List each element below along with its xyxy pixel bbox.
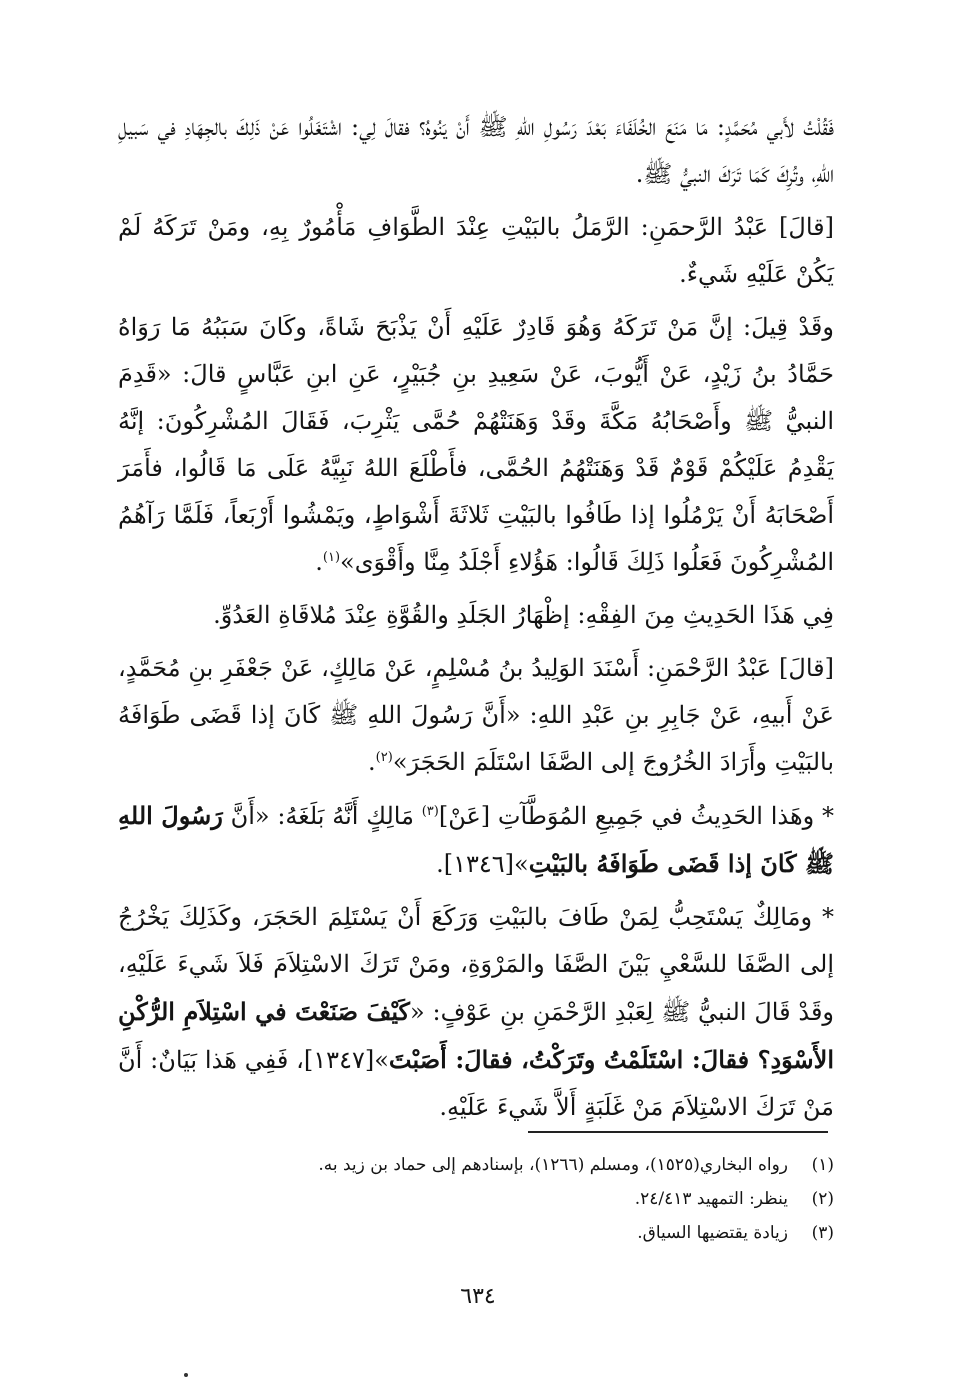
paragraph	[118, 894, 834, 1131]
text-run: فَقُلْتُ لأَبي مُحَمَّدٍ: مَا مَنَعَ الخُلَفَاءَ بَعْدَ رَسُولِ اللهِ ﷺ أَنْ يَنُوهُ؟ فقالَ لِي: اشْتَغَلُوا عَنْ ذَلِكَ بالجِهَادِ في سَبيلِ اللهِ، وتُرِكَ كَمَا تَرَكَ النبيُّ ﷺ.	[118, 113, 834, 188]
paragraph	[118, 592, 834, 639]
paragraph	[118, 204, 834, 298]
page-number: ٦٣٤	[460, 1284, 496, 1309]
bold-text: كَيْفَ صَنَعْتَ في اسْتِلاَمِ الرُّكْنِ الأَسْوَدِ؟ فقالَ: اسْتَلَمْتُ وتَرَكْتُ، فقالَ: أَصَبْتَ	[118, 997, 834, 1074]
footnote	[118, 1148, 834, 1182]
footnote-marker: (٣)	[421, 804, 439, 819]
text-run: * ومَالِكٌ يَسْتَحِبُّ لِمَنْ طَافَ بالبَيْتِ وَرَكَعَ أَنْ يَسْتَلِمَ الحَجَرَ، وكَذَلِكَ يَخْرُجُ إلى الصَّفَا للسَّعْيِ بَيْنَ الصَّفَا والمَرْوَةِ، ومَنْ تَرَكَ الاسْتِلاَمَ فَلاَ شَيءَ عَلَيْهِ، وقَدْ قَالَ النبيُّ ﷺ لِعَبْدِ الرَّحْمَنِ بنِ عَوْفٍ: «	[118, 903, 835, 1026]
footnote	[118, 1182, 834, 1216]
page-body	[118, 104, 834, 1137]
paragraph	[118, 645, 834, 786]
text-run: [قالَ] عَبْدُ الرَّحْمَنِ: أَسْنَدَ الوَلِيدُ بنُ مُسْلِمٍ، عَنْ مَالِكٍ، عَنْ جَعْفَرِ بنِ مُحَمَّدٍ، عَنْ أَبيهِ، عَنْ جَابِرِ بنِ عَبْدِ اللهِ: «أَنَّ رَسُولَ اللهِ ﷺ كَانَ إذا قَضَى طَوَافَهُ بالبَيْتِ وأَرَادَ الخُرُوجَ إلى الصَّفَا اسْتَلَمَ الحَجَرَ»	[118, 654, 834, 776]
text-run: »[١٣٤٦].	[436, 850, 529, 878]
text-run: وقَدْ قِيلَ: إنَّ مَنْ تَرَكَهُ وَهُوَ قَادِرٌ عَلَيْهِ أَنْ يَذْبَحَ شَاةً، وكَانَ سَبَبُهُ مَا رَوَاهُ حَمَّادُ بنُ زَيْدٍ، عَنْ أَيُّوبَ، عَنْ سَعِيدِ بنِ جُبَيْرٍ، عَنِ ابنِ عَبَّاسٍ قالَ: «قَدِمَ النبيُّ ﷺ وأَصْحَابُهُ مَكَّةَ وقَدْ وَهَنَتْهُمْ حُمَّى يَثْرِبَ، فَقَالَ المُشْرِكُونَ: إنَّهُ يَقْدِمُ عَلَيْكُمْ قَوْمٌ قَدْ وَهَنَتْهُمُ الحُمَّى، فأَطْلَعَ اللهُ نَبِيَّهُ عَلَى مَا قَالُوا، فأَمَرَ أَصْحَابَهُ أَنْ يَرْمُلُوا إذا طَافُوا بالبَيْتِ ثَلاثَةَ أَشْوَاطٍ، ويَمْشُوا أَرْبَعاً، فَلَمَّا رَآهُمُ المُشْرِكُونَ فَعَلُوا ذَلِكَ قَالُوا: هَؤُلاءِ أَجْلَدُ مِنَّا وأَقْوَى»	[118, 313, 835, 576]
text-run: »[١٣٤٧]، فَفِي هَذا بَيَانٌ: أَنَّ مَنْ تَرَكَ الاسْتِلاَمَ مَنْ غَلَبَةٍ أَلاَّ شَيءَ عَلَيْهِ.	[118, 1046, 834, 1121]
text-run: [قالَ] عَبْدُ الرَّحمَنِ: الرَّمَلُ بالبَيْتِ عِنْدَ الطَّوَافِ مَأْمُورٌ بِهِ، ومَنْ تَرَكَهُ لَمْ يَكُنْ عَلَيْهِ شَيءٌ.	[118, 213, 834, 288]
paragraph	[118, 792, 834, 888]
footnotes	[118, 1148, 834, 1250]
footnote-divider	[528, 1131, 828, 1133]
paragraph	[118, 304, 834, 586]
text-run: * وهَذا الحَدِيثُ في جَمِيعِ المُوَطَّآتِ [عَنْ]	[438, 802, 834, 830]
text-run: فِي هَذَا الحَدِيثِ مِنَ الفِقْهِ: إظْهَارُ الجَلَدِ والقُوَّةِ عِنْدَ مُلاقَاةِ العَدُوِّ.	[213, 601, 834, 629]
text-run: .	[368, 748, 376, 776]
footnote-text: رواه البخاري(١٥٢٥)، ومسلم (١٢٦٦)، بإسنادهم إلى حماد بن زيد به.	[318, 1155, 788, 1175]
text-run: .	[315, 548, 323, 576]
footnote-number: (٢)	[811, 1189, 834, 1209]
footnote-text: زيادة يقتضيها السياق.	[637, 1223, 788, 1243]
footnote-number: (٣)	[811, 1223, 834, 1243]
bold-text: رَسُولَ اللهِ ﷺ كَانَ إذا قَضَى طَوَافَهُ بالبَيْتِ	[118, 801, 834, 878]
footnote-marker: (١)	[322, 550, 341, 565]
text-run: مَالِكٍ أَنَّهُ بَلَغَهُ: «أَنَّ	[222, 802, 422, 830]
scan-speck	[184, 1373, 188, 1377]
footnote-number: (١)	[811, 1155, 834, 1175]
paragraph	[118, 104, 834, 198]
footnote-text: ينظر: التمهيد ٢٤/٤١٣.	[634, 1189, 788, 1209]
footnote	[118, 1216, 834, 1250]
footnote-marker: (٢)	[375, 750, 393, 765]
